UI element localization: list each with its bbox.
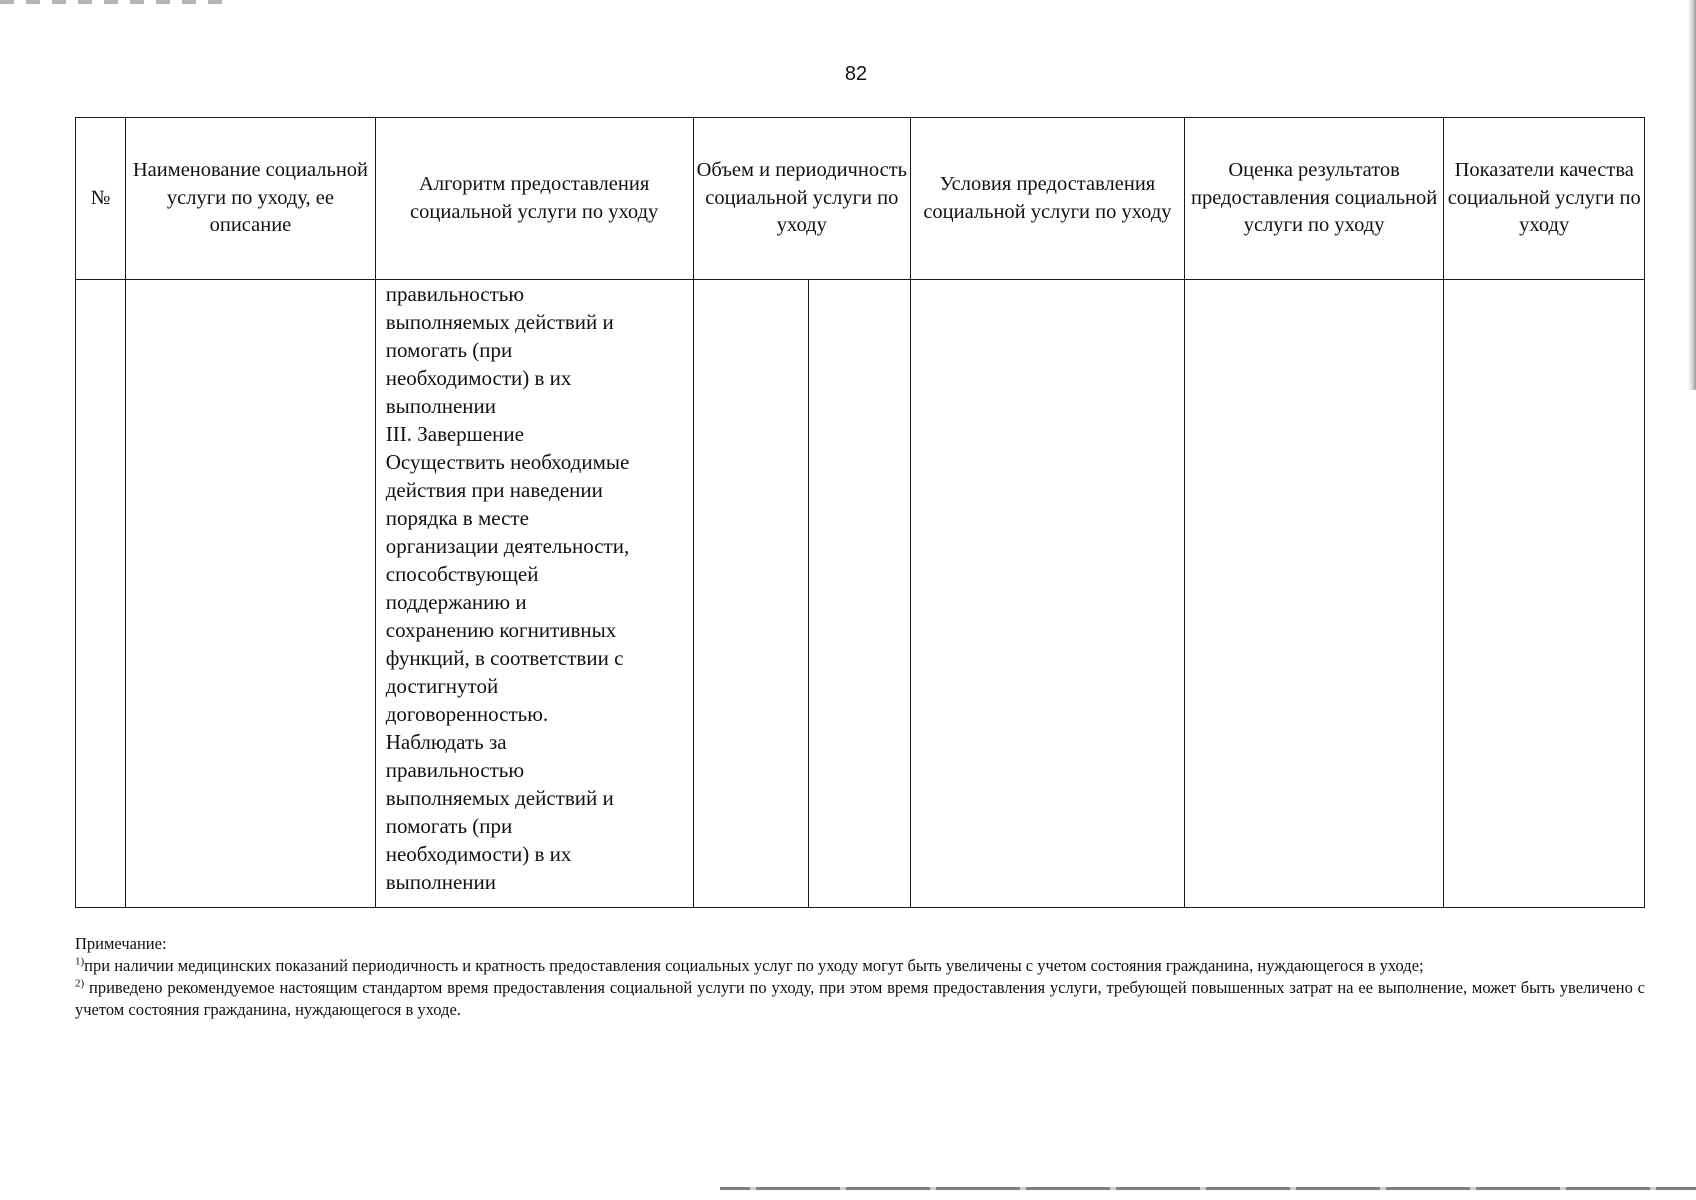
page-number: 82: [844, 63, 868, 85]
footnote-2: [75, 977, 1645, 1021]
cell-quality: [1444, 280, 1645, 908]
cell-service-name: [126, 280, 376, 908]
cell-evaluation: [1184, 280, 1444, 908]
algorithm-line: выполняемых действий и: [385, 310, 614, 334]
algorithm-line: сохранению когнитивных: [385, 618, 617, 642]
footnote-1: [75, 955, 1645, 977]
header-conditions: Условия предоставления социальной услуги по уходу: [911, 118, 1185, 280]
header-evaluation: Оценка результатов предоставления социальной услуги по уходу: [1184, 118, 1444, 280]
algorithm-line: помогать (при: [385, 814, 513, 838]
cell-volume: [693, 280, 808, 908]
cell-number: [76, 280, 126, 908]
algorithm-line: способствующей: [385, 562, 539, 586]
cell-periodicity: [808, 280, 910, 908]
algorithm-line: правильностью: [385, 758, 525, 782]
notes-title: Примечание:: [75, 934, 167, 953]
cell-conditions: [911, 280, 1185, 908]
algorithm-line: поддержанию и: [385, 590, 527, 614]
algorithm-line: Осуществить необходимые: [385, 450, 630, 474]
algorithm-line: порядка в месте: [385, 506, 529, 530]
scan-edge-marks: [0, 0, 230, 4]
header-service-name: Наименование социальной услуги по уходу, ее описание: [126, 118, 376, 280]
scan-bottom-edge: [720, 1187, 1696, 1190]
algorithm-line: функций, в соответствии с: [385, 646, 624, 670]
algorithm-line: выполнении: [385, 870, 496, 894]
table-row: [76, 280, 1645, 908]
algorithm-line: выполнении: [385, 394, 496, 418]
algorithm-line: достигнутой: [385, 674, 499, 698]
care-service-table: [75, 117, 1645, 908]
algorithm-line: помогать (при: [385, 338, 513, 362]
footnote-1-mark: 1): [75, 955, 85, 968]
header-number: №: [76, 118, 126, 280]
footnote-2-text: приведено рекомендуемое настоящим стандартом время предоставления социальной услуги по уходу, при этом время предоставления услуги, требующей повышенных затрат на ее выполнение, может быть увеличено с учетом состояния гражданина, нуждающегося в уходе.: [75, 978, 1645, 1019]
scan-edge-shadow: [1688, 0, 1696, 390]
algorithm-line: необходимости) в их: [385, 842, 572, 866]
algorithm-line: Наблюдать за: [385, 730, 507, 754]
algorithm-line: III. Завершение: [385, 422, 524, 446]
header-algorithm: Алгоритм предоставления социальной услуги по уходу: [375, 118, 693, 280]
algorithm-line: организации деятельности,: [385, 534, 630, 558]
header-volume-periodicity: Объем и периодичность социальной услуги по уходу: [693, 118, 911, 280]
algorithm-text: [376, 280, 693, 896]
table-header-row: [76, 118, 1645, 280]
algorithm-line: выполняемых действий и: [385, 786, 614, 810]
notes-section: [75, 933, 1645, 1021]
cell-algorithm: [375, 280, 693, 908]
header-quality: Показатели качества социальной услуги по уходу: [1444, 118, 1645, 280]
algorithm-line: правильностью: [385, 282, 525, 306]
algorithm-line: необходимости) в их: [385, 366, 572, 390]
algorithm-line: действия при наведении: [385, 478, 603, 502]
footnote-1-text: при наличии медицинских показаний периодичность и кратность предоставления социальных услуг по уходу могут быть увеличены с учетом состояния гражданина, нуждающегося в уходе;: [84, 956, 1424, 975]
footnote-2-mark: 2): [75, 977, 85, 990]
algorithm-line: договоренностью.: [385, 702, 549, 726]
